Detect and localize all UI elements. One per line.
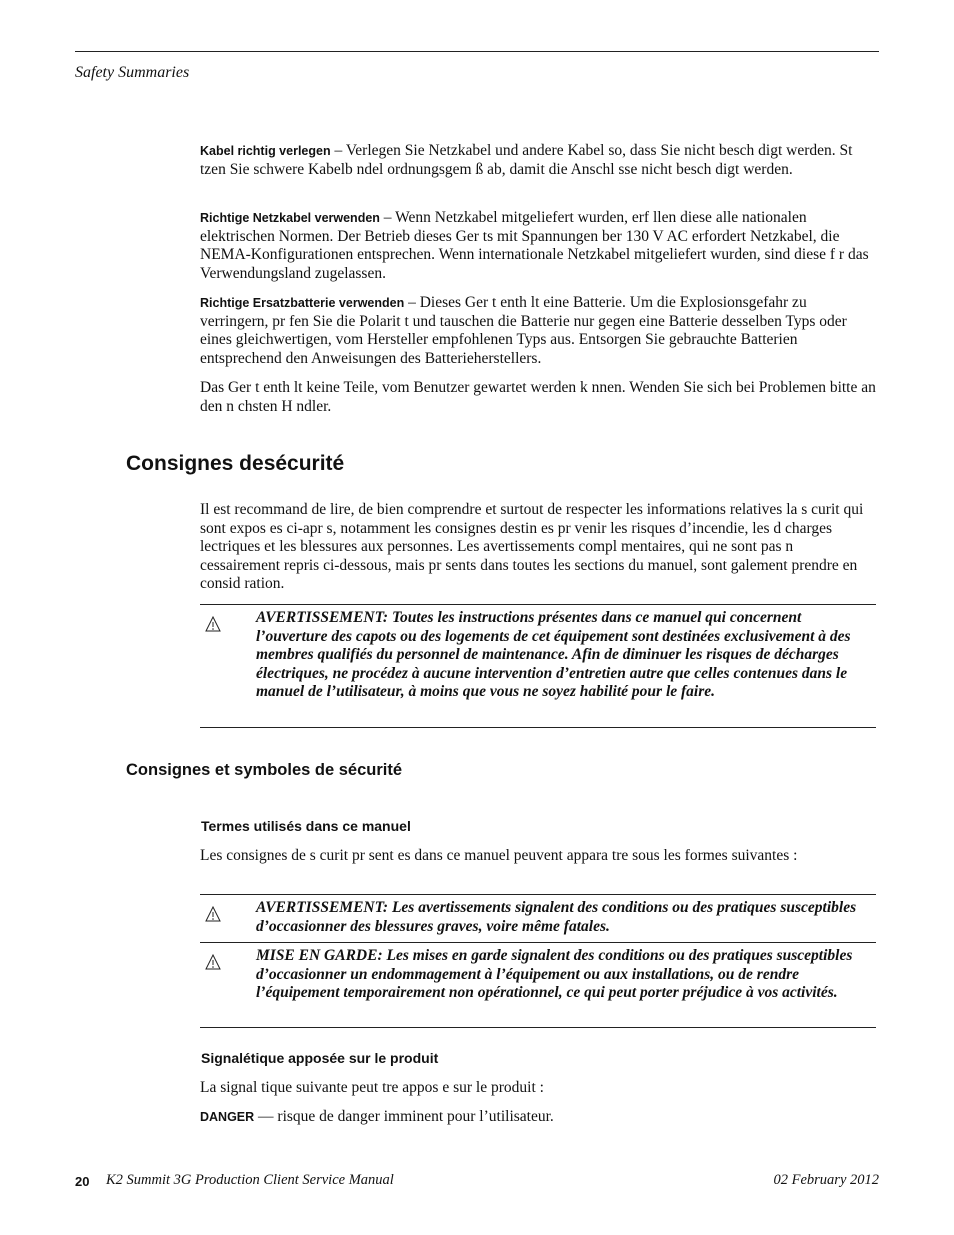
header-rule (75, 51, 879, 52)
paragraph-text: – Dieses Ger t enth lt eine Batterie. Um die Explosionsgefahr zu verringern, pr fen Sie die Polarit t und tauschen die Batterie nur gegen eine Batterie desselben Typs oder eines gleichwertigen, vom Hersteller empfohlenen Typs aus. Entsorgen Sie gebrauchte Batterien entsprechend den Anweisungen des Batterieherstellers. (200, 294, 847, 367)
running-header: Safety Summaries (75, 64, 190, 81)
signage-paragraph: La signal tique suivante peut tre appos e sur le produit : (200, 1079, 544, 1096)
subsection-title: Consignes et symboles de sécurité (126, 761, 403, 779)
caution-triangle-icon (205, 954, 221, 970)
paragraph-no-user-parts: Das Ger t enth lt keine Teile, vom Benutzer gewartet werden k nnen. Wenden Sie sich bei Problemen bitte an den n chsten H ndler. (200, 379, 876, 415)
manual-title: K2 Summit 3G Production Client Service Manual (106, 1172, 394, 1188)
runin-label: Richtige Netzkabel verwenden (200, 211, 380, 225)
intro-paragraph: Il est recommand de lire, de bien comprendre et surtout de respecter les informations relatives la s curit qui sont expos es ci-apr s, notamment les consignes destin es pr venir les risques d’incendie, les d charges lectriques et les blessures aux personnes. Les avertissements compl mentaires, qui ne sont pas n cessairement repris ci-dessous, mais pr sents dans toutes les sections du manuel, sont galement prendre en consid ration. (200, 501, 864, 593)
signage-title: Signalétique apposée sur le produit (201, 1050, 439, 1066)
caution-definition-text: MISE EN GARDE: Les mises en garde signalent des conditions ou des pratiques susceptibles d’occasionner un endommagement à l’équipement ou aux installations, ou de rendre l’équipement temporairement non opérationnel, ce qui peut porter préjudice à vos activités. (256, 947, 853, 1002)
warning-definition-text: AVERTISSEMENT: Les avertissements signalent des conditions ou des pratiques susceptibles d’occasionner des blessures graves, voire même fatales. (256, 899, 857, 935)
warning-bottom-rule (200, 727, 876, 728)
warning-rule (200, 942, 876, 943)
page-number: 20 (75, 1174, 90, 1189)
runin-label: Richtige Ersatzbatterie verwenden (200, 296, 405, 310)
terms-title: Termes utilisés dans ce manuel (201, 818, 411, 834)
paragraph-text: – Verlegen Sie Netzkabel und andere Kabel so, dass Sie nicht besch digt werden. St tzen Sie schwere Kabelb ndel ordnungsgem ß ab, damit die Anschl sse nicht besch digt werden. (200, 142, 853, 178)
warning-rule (200, 1027, 876, 1028)
publication-date: 02 February 2012 (773, 1172, 879, 1188)
warning-triangle-icon (205, 616, 221, 632)
warning-top-rule (200, 604, 876, 605)
paragraph-power-cord (200, 209, 876, 283)
section-title: Consignes desécurité (126, 452, 345, 475)
terms-paragraph: Les consignes de s curit pr sent es dans ce manuel peuvent appara tre sous les formes suivantes : (200, 847, 798, 864)
paragraph-battery (200, 294, 876, 368)
paragraph-cable-routing (200, 142, 876, 179)
runin-label: Kabel richtig verlegen (200, 144, 331, 158)
danger-definition (200, 1108, 876, 1127)
danger-text: — risque de danger imminent pour l’utilisateur. (254, 1108, 554, 1125)
warning-main-text: AVERTISSEMENT: Toutes les instructions présentes dans ce manuel qui concernent l’ouverture des capots ou des logements de cet équipement sont destinées exclusivement à des membres qualifiés du personnel de maintenance. Afin de diminuer les risques de décharges électriques, ne procédez à aucune intervention d’entretien autre que celles contenues dans le manuel de l’utilisateur, à moins que vous ne soyez habilité pour le faire. (256, 609, 851, 701)
paragraph-text: – Wenn Netzkabel mitgeliefert wurden, erf llen diese alle nationalen elektrischen Normen. Der Betrieb dieses Ger ts mit Spannungen ber 130 V AC erfordert Netzkabel, die NEMA-Konfigurationen entsprechen. Wenn internationale Netzkabel mitgeliefert wurden, sind diese f r das Verwendungsland zugelassen. (200, 209, 869, 282)
warning-rule (200, 894, 876, 895)
warning-triangle-icon (205, 906, 221, 922)
danger-label: DANGER (200, 1110, 255, 1124)
